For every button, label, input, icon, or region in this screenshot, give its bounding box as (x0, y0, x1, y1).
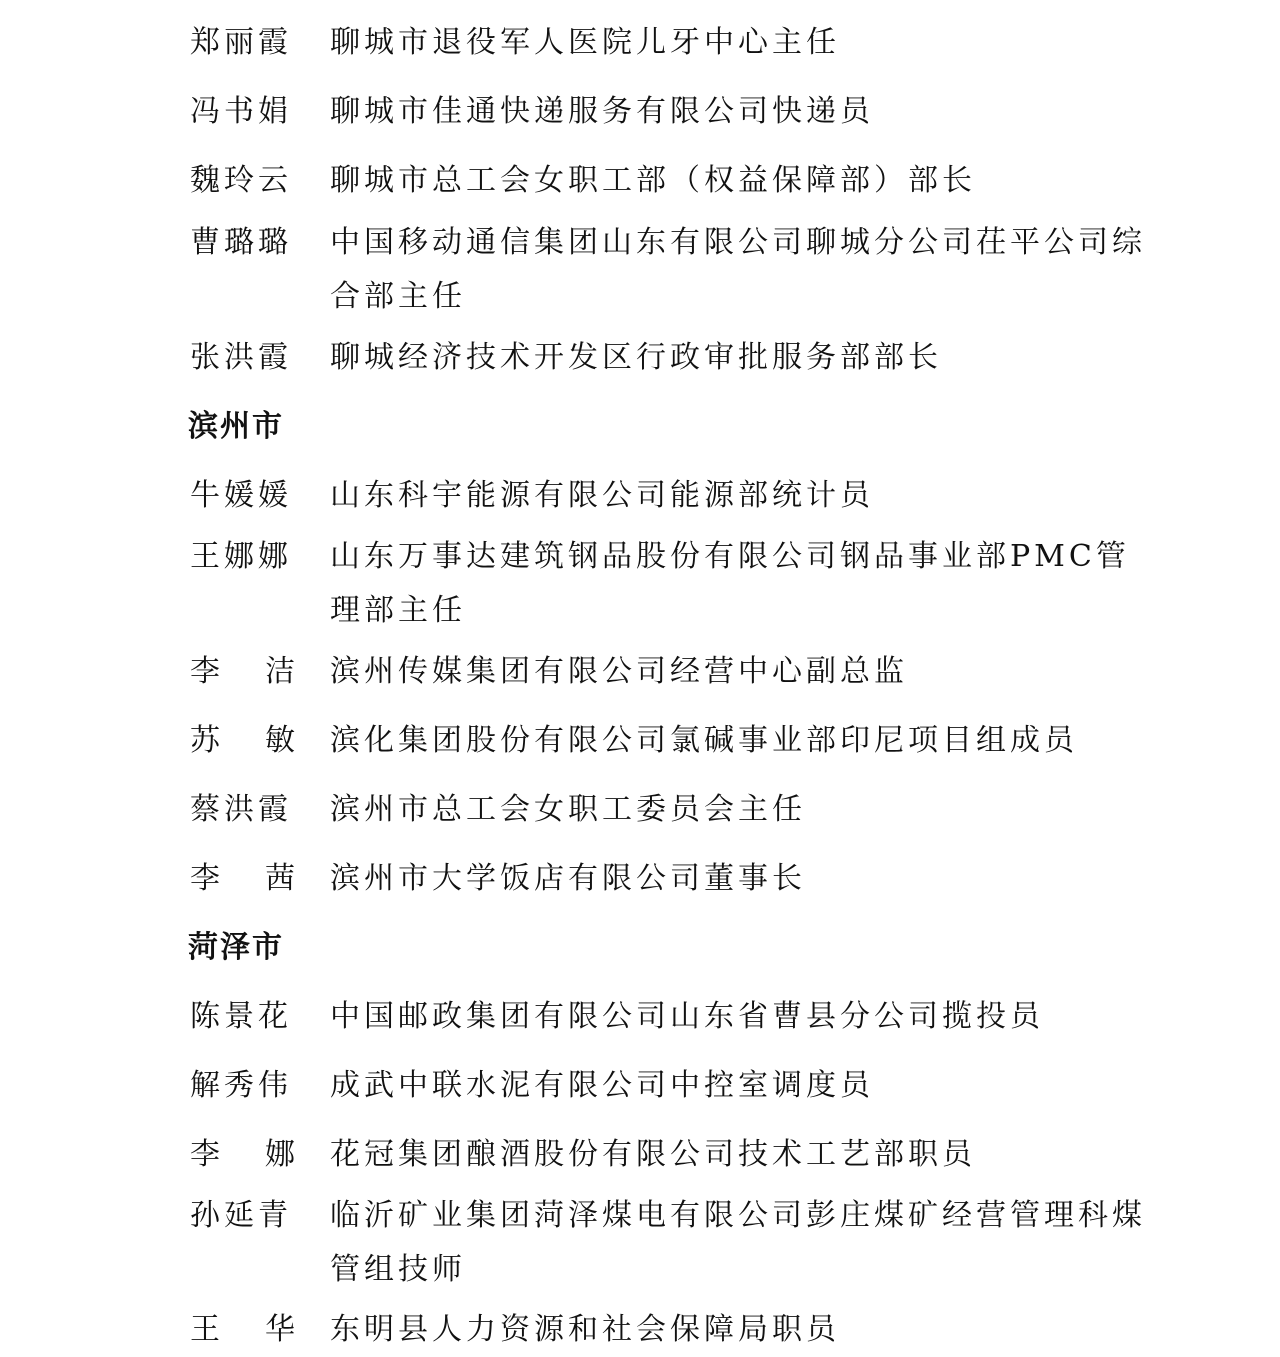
person-name: 张洪霞 (190, 340, 292, 375)
person-name: 曹璐璐 (190, 225, 292, 260)
person-name: 陈景花 (190, 999, 292, 1034)
person-title: 东明县人力资源和社会保障局职员 (330, 1312, 840, 1347)
person-name: 魏玲云 (190, 163, 292, 198)
person-name: 孙延青 (190, 1198, 292, 1233)
person-title: 山东科宇能源有限公司能源部统计员 (330, 478, 874, 513)
person-title: 滨州市总工会女职工委员会主任 (330, 792, 806, 827)
person-title: 成武中联水泥有限公司中控室调度员 (330, 1068, 874, 1103)
person-title: 滨州市大学饭店有限公司董事长 (330, 861, 806, 896)
person-title: 滨州传媒集团有限公司经营中心副总监 (330, 654, 908, 689)
person-name: 王娜娜 (190, 539, 292, 574)
section-heading-label: 滨州市 (188, 409, 284, 444)
section-heading-label: 菏泽市 (188, 930, 284, 965)
person-title: 临沂矿业集团菏泽煤电有限公司彭庄煤矿经营管理科煤管组技师 (330, 1198, 1146, 1287)
person-title: 中国移动通信集团山东有限公司聊城分公司茌平公司综合部主任 (330, 225, 1146, 314)
person-title: 聊城市退役军人医院儿牙中心主任 (330, 25, 840, 60)
person-name: 李茜 (190, 861, 340, 896)
person-title: 聊城市总工会女职工部（权益保障部）部长 (330, 163, 976, 198)
person-name: 苏敏 (190, 723, 340, 758)
person-title: 中国邮政集团有限公司山东省曹县分公司揽投员 (330, 999, 1044, 1034)
person-title: 滨化集团股份有限公司氯碱事业部印尼项目组成员 (330, 723, 1078, 758)
person-name: 解秀伟 (190, 1068, 292, 1103)
person-title: 聊城经济技术开发区行政审批服务部部长 (330, 340, 942, 375)
person-title: 山东万事达建筑钢品股份有限公司钢品事业部PMC管理部主任 (330, 539, 1130, 628)
person-name: 王华 (190, 1312, 340, 1347)
person-name: 冯书娟 (190, 94, 292, 129)
person-name: 牛媛媛 (190, 478, 292, 513)
person-name: 李洁 (190, 654, 340, 689)
person-title: 花冠集团酿酒股份有限公司技术工艺部职员 (330, 1137, 976, 1172)
person-name: 郑丽霞 (190, 25, 292, 60)
person-name: 蔡洪霞 (190, 792, 292, 827)
person-name: 李娜 (190, 1137, 340, 1172)
person-title: 聊城市佳通快递服务有限公司快递员 (330, 94, 874, 129)
